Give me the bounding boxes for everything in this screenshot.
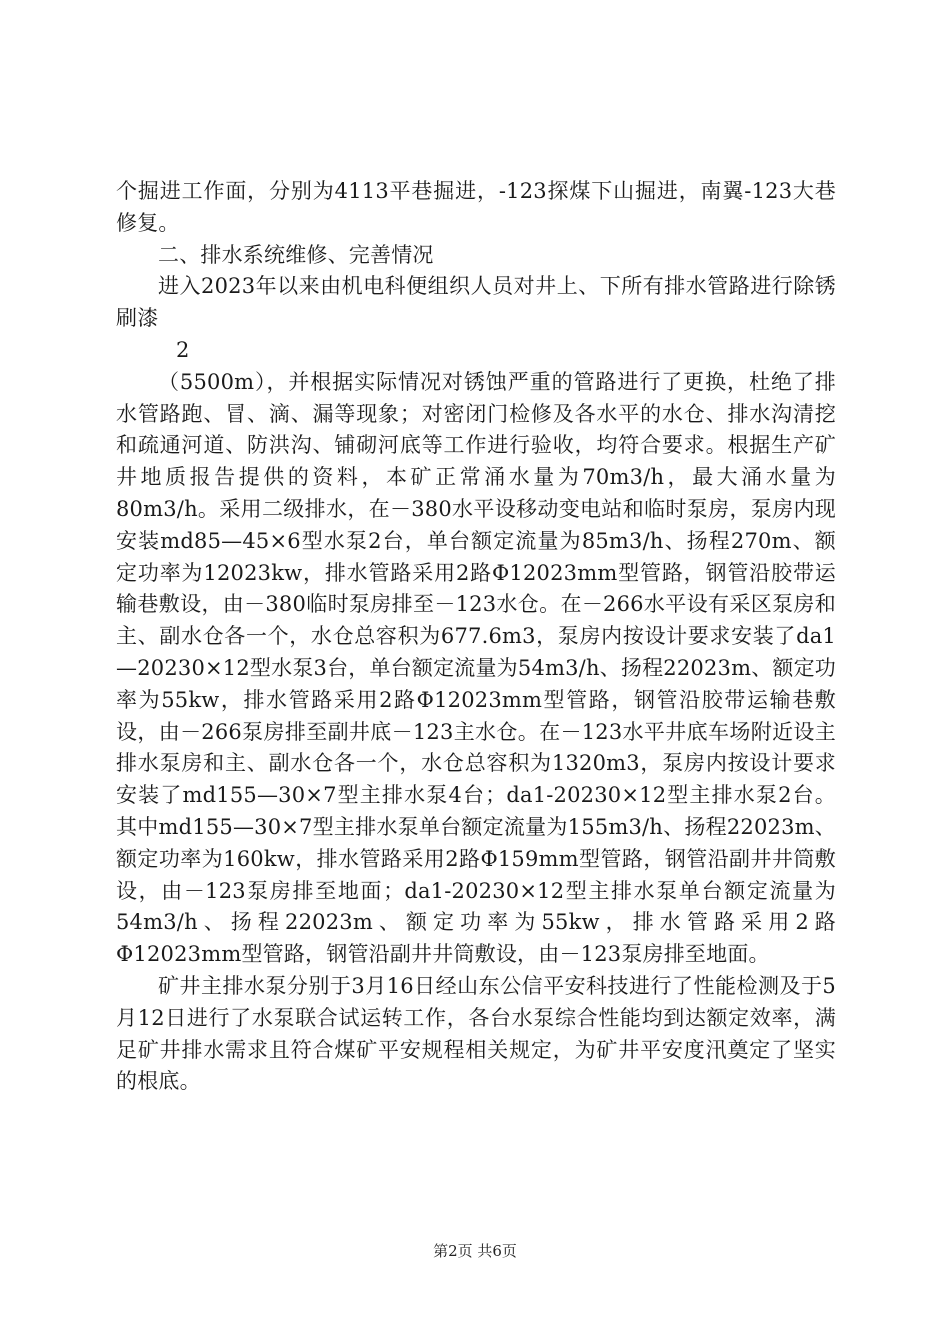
page-footer: 第2页 共6页 [433, 1242, 517, 1260]
paragraph-pump-testing: 矿井主排水泵分别于3月16日经山东公信平安科技进行了性能检测及于5月12日进行了水泵联合试运转工作，各台水泵综合性能均到达额定效率，满足矿井排水需求且符合煤矿平安规程相关规定，为矿井平安度汛奠定了坚实的根底。 [116, 973, 836, 1094]
document-body [116, 176, 836, 1098]
inline-page-number: 2 [176, 337, 190, 362]
section-heading-drainage: 二、排水系统维修、完善情况 [158, 242, 434, 267]
paragraph-mining-faces: 个掘进工作面，分别为4113平巷掘进，-123探煤下山掘进，南翼-123大巷修复。 [116, 179, 836, 235]
paragraph-derusting-intro: 进入2023年以来由机电科便组织人员对井上、下所有排水管路进行除锈刷漆 [116, 274, 836, 331]
paragraph-drainage-system-details: （5500m），并根据实际情况对锈蚀严重的管路进行了更换，杜绝了排水管路跑、冒、滴、漏等现象；对密闭门检修及各水平的水仓、排水沟清挖和疏通河道、防洪沟、铺砌河底等工作进行验收，均符合要求。根据生产矿井地质报告提供的资料，本矿正常涌水量为70m3/h，最大涌水量为80m3/h。采用二级排水，在－380水平设移动变电站和临时泵房，泵房内现安装md85—45×6型水泵2台，单台额定流量为85m3/h、扬程270m、额定功率为12023kw，排水管路采用2路Φ12023mm型管路，钢管沿胶带运输巷敷设，由－380临时泵房排至－123水仓。在－266水平设有采区泵房和主、副水仓各一个，水仓总容积为677.6m3，泵房内按设计要求安装了da1—20230×12型水泵3台，单台额定流量为54m3/h、扬程22023m、额定功率为55kw，排水管路采用2路Φ12023mm型管路，钢管沿胶带运输巷敷设，由－266泵房排至副井底－123主水仓。在－123水平井底车场附近设主排水泵房和主、副水仓各一个，水仓总容积为1320m3，泵房内按设计要求安装了md155—30×7型主排水泵4台；da1-20230×12型主排水泵2台。其中md155—30×7型主排水泵单台额定流量为155m3/h、扬程22023m、额定功率为160kw，排水管路采用2路Φ159mm型管路，钢管沿副井井筒敷设，由－123泵房排至地面；da1-20230×12型主排水泵单台额定流量为54m3/h、扬程22023m、额定功率为55kw，排水管路采用2路Φ12023mm型管路，钢管沿副井井筒敷设，由－123泵房排至地面。 [116, 369, 836, 967]
